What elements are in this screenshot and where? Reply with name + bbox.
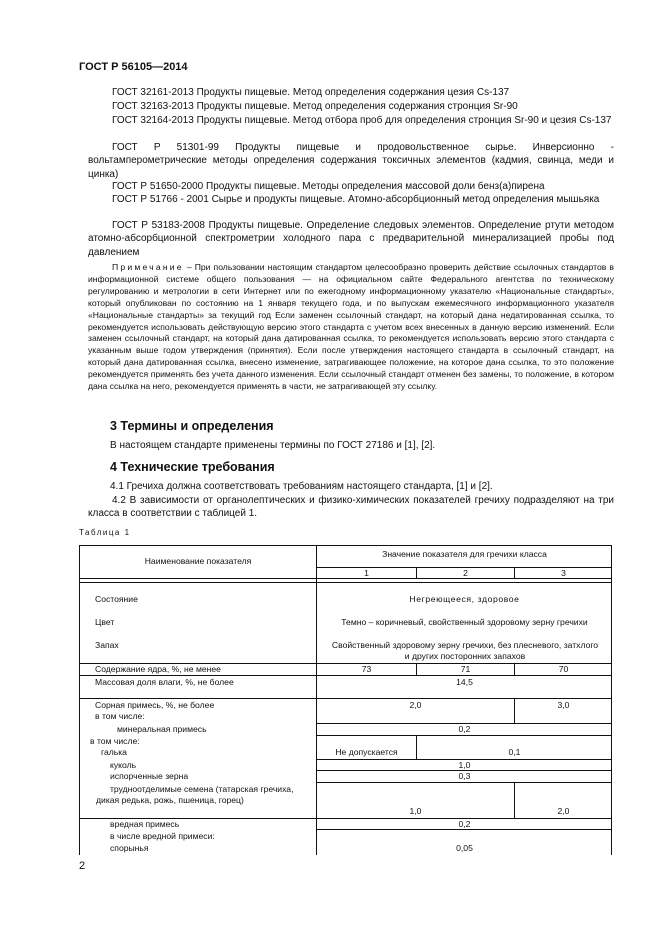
note-label: Примечание [112,262,184,272]
row-label: Цвет [95,617,115,627]
reference-item: ГОСТ Р 53183-2008 Продукты пищевые. Определение следовых элементов. Определение ртути методом атомно-абсорбционной спектрометрии холодного пара с предварительной минерализацией пробы под давлением [88,220,614,258]
row-label: галька [101,747,127,757]
row-value: 73 [361,664,372,674]
row-label: в том числе: [95,711,145,721]
row-value: 1,0 [458,760,471,770]
reference-item: ГОСТ Р 51766 - 2001 Сырье и продукты пищевые. Атомно-абсорбционный метод определения мышьяка [112,194,600,205]
page-number: 2 [79,860,86,872]
row-label: спорынья [110,843,149,853]
reference-item: ГОСТ Р 51650-2000 Продукты пищевые. Методы определения массовой доли бенз(а)пирена [112,181,545,192]
table-caption: Таблица 1 [79,528,131,537]
note-text: – При пользовании настоящим стандартом целесообразно проверить действие ссылочных стандартов в информационной системе общего пользования — на официальном сайте Федерального агентства по техническому регулированию и метрологии в сети Интернет или по ежегодному информационному указателю «Национальные стандарты», который опубликован по состоянию на 1 января текущего года, и по выпускам ежемесячного информационного указателя «Национальные стандарты» за текущий год Если заменен ссылочный стандарт, на который дана недатированная ссылка, то рекомендуется использовать действующую версию этого стандарта с учетом всех внесенных в данную версию изменений. Если заменен ссылочный стандарт, на который дана датированная ссылка, то рекомендуется использовать версию этого стандарта с указанным выше годом утверждения (принятия). Если после утверждения настоящего стандарта в ссылочный стандарт, на который дана датированная ссылка, внесено изменение, затрагивающее положение, на которое дана ссылка, то это положение рекомендуется применять без учета данного изменения. Если ссылочный стандарт отменен без замены, то положение, в котором дана ссылка на него, рекомендуется применять в части, не затрагивающей эту ссылку. [88,262,614,392]
row-value: 0,2 [458,819,471,829]
row-value: 0,3 [458,771,471,781]
section-3-text: В настоящем стандарте применены термины по ГОСТ 27186 и [1], [2]. [110,440,436,451]
table-header-value: Значение показателя для гречихи класса [382,549,547,559]
row-label: испорченные зерна [110,771,189,781]
row-value: 70 [558,664,569,674]
row-label: куколь [110,760,137,770]
table-header-class: 3 [561,568,566,578]
section-4-p2: 4.2 В зависимости от органолептических и физико-химических показателей гречиху подразделяют на три класса в соответствии с таблицей 1. [88,495,614,520]
note-paragraph [88,262,614,393]
table-header-class: 1 [364,568,369,578]
row-value: Не допускается [335,747,398,757]
section-3-title: 3 Термины и определения [110,419,274,433]
page-header: ГОСТ Р 56105—2014 [79,61,188,73]
table-rule [79,675,612,676]
table-rule [316,782,612,783]
row-label: Массовая доля влаги, %, не более [95,677,234,687]
row-label: в числе вредной примеси: [110,831,215,841]
row-value: 14,5 [456,677,473,687]
row-value: 2,0 [557,806,570,816]
reference-item: ГОСТ 32161-2013 Продукты пищевые. Метод определения содержания цезия Cs-137 [112,87,510,98]
row-value: 0,1 [508,747,521,757]
row-label: в том числе: [90,736,140,746]
row-value: Темно – коричневый, свойственный здоровому зерну гречихи [341,617,588,627]
row-label: вредная примесь [110,819,180,829]
row-value: 0,05 [456,843,473,853]
row-label: Запах [95,640,119,650]
section-4-title: 4 Технические требования [110,460,275,474]
row-label: Состояние [95,594,138,604]
reference-item: ГОСТ 32164-2013 Продукты пищевые. Метод отбора проб для определения стронция Sr-90 и цезия Cs-137 [112,115,612,126]
row-label: трудноотделимые семена (татарская гречиха, дикая редька, рожь, пшеница, горец) [96,784,294,805]
section-4-p1: 4.1 Гречиха должна соответствовать требованиям настоящего стандарта, [1] и [2]. [110,481,493,492]
table-rule [316,735,612,736]
reference-item: ГОСТ Р 51301-99 Продукты пищевые и продовольственное сырье. Инверсионно - вольтамперометрические методы определения содержания токсичных элементов (кадмия, свинца, меди и цинка) [88,142,614,180]
row-value: 1,0 [409,806,422,816]
row-label: минеральная примесь [117,724,207,734]
row-value: 2,0 [409,700,422,710]
reference-item: ГОСТ 32163-2013 Продукты пищевые. Метод определения содержания стронция Sr-90 [112,101,518,112]
row-value: 0,2 [458,724,471,734]
table-header-indicator: Наименование показателя [144,556,252,566]
row-value: 71 [460,664,471,674]
table-rule [79,698,612,699]
row-value: Свойственный здоровому зерну гречихи, без плесневого, затхлого и других посторонних запахов [331,640,599,661]
table-rule [79,582,612,583]
row-value: Негреющееся, здоровое [409,594,520,604]
row-value: 3,0 [557,700,570,710]
row-label: Содержание ядра, %, не менее [95,664,221,674]
table-header-class: 2 [463,568,468,578]
row-label: Сорная примесь, %, не более [95,700,215,710]
